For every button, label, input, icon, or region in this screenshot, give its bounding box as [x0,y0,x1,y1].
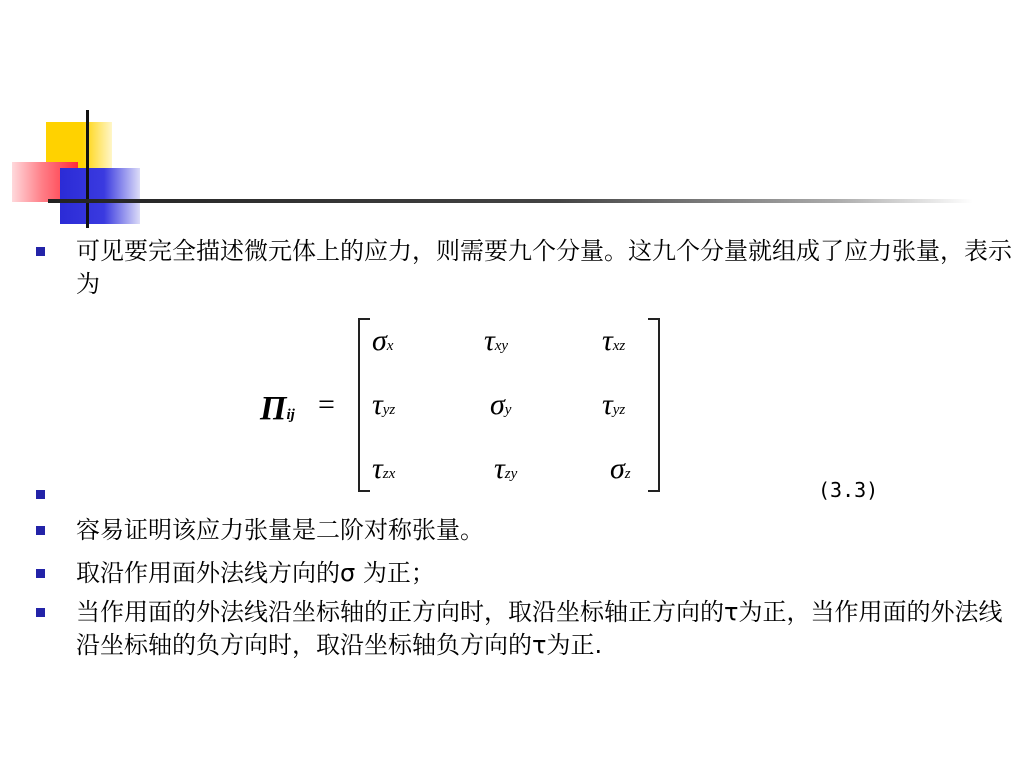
bullet-item-tau-sign [36,596,1020,666]
formula-equals: = [318,388,335,421]
formula-lhs: Πij [260,390,295,427]
bullet-square-icon [36,490,45,499]
matrix-cell-r2c2: σy [490,388,512,421]
bullet-square-icon [36,569,45,578]
matrix-cell-r1c3: τxz [602,324,626,357]
bullet-item-sigma-sign [36,557,736,591]
bullet-text: 容易证明该应力张量是二阶对称张量。 [76,516,484,544]
bullet-item-stress-tensor-intro [36,235,1020,305]
matrix-cell-r1c2: τxy [484,324,509,357]
bullet-text: 可见要完全描述微元体上的应力，则需要九个分量。这九个分量就组成了应力张量，表示为 [76,237,1012,298]
bullet-text: 当作用面的外法线沿坐标轴的正方向时，取沿坐标轴正方向的τ为正，当作用面的外法线沿坐标轴的负方向时，取沿坐标轴负方向的τ为正. [76,598,1003,659]
logo-vertical-line [86,110,89,228]
matrix-cell-r3c3: σz [610,452,631,485]
bullet-item-empty [36,478,76,508]
matrix-right-bracket [648,318,660,492]
header-divider-line [48,199,973,203]
bullet-text: 取沿作用面外法线方向的σ 为正； [76,559,435,587]
matrix-cell-r3c2: τzy [494,452,518,485]
stress-tensor-formula [250,310,680,490]
bullet-square-icon [36,608,45,617]
bullet-square-icon [36,247,45,256]
matrix-cell-r2c3: τyz [602,388,626,421]
matrix-cell-r2c1: τyz [372,388,396,421]
equation-number: (3.3) [818,478,879,502]
matrix-cell-r3c1: τzx [372,452,396,485]
matrix-cell-r1c1: σx [372,324,394,357]
matrix-left-bracket [358,318,370,492]
bullet-square-icon [36,526,45,535]
bullet-item-symmetric-tensor [36,514,736,548]
logo-blue-block [60,168,140,224]
